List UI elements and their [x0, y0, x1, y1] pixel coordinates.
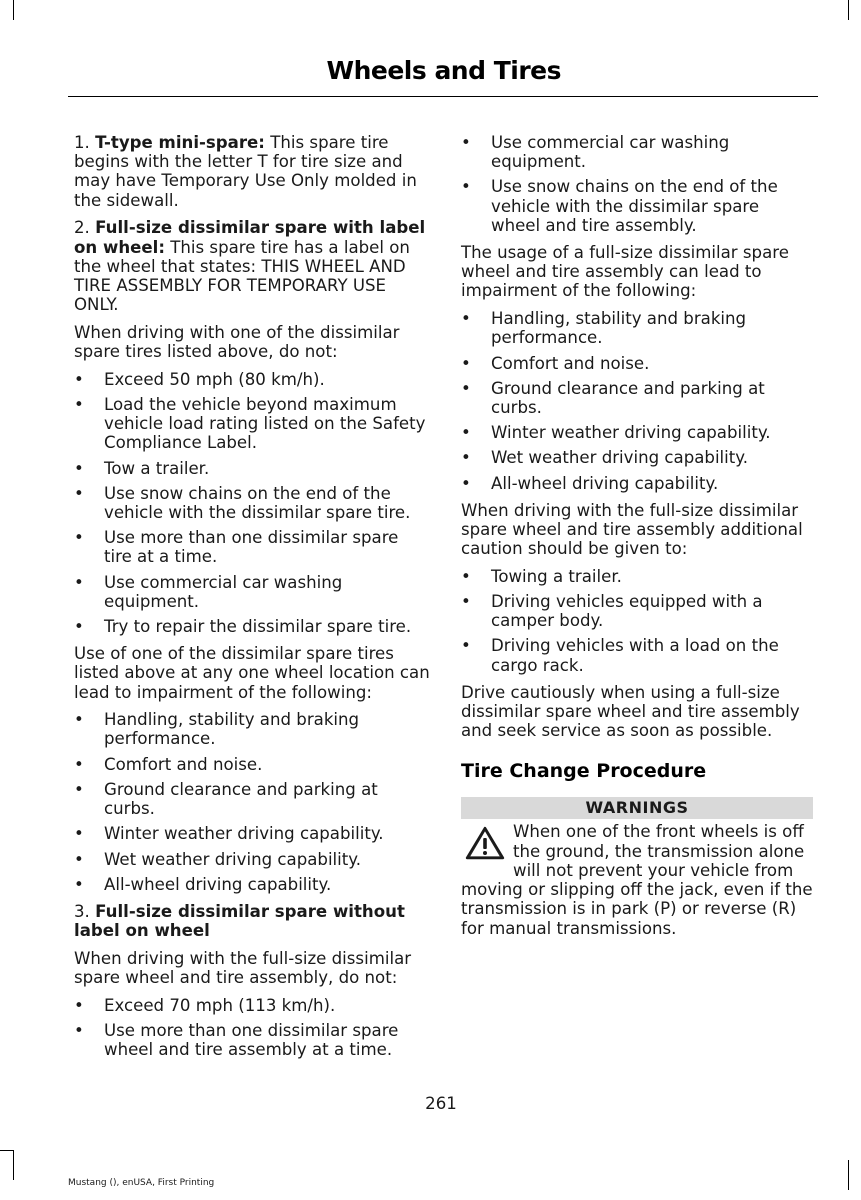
bullet-icon: •: [461, 353, 471, 373]
bullet-icon: •: [74, 1020, 84, 1040]
list-item-text: Comfort and noise.: [491, 353, 650, 373]
list-item: [461, 354, 813, 373]
paragraph-impairment-intro: Use of one of the dissimilar spare tires listed above at any one wheel location can lead to impairment of the following:: [74, 644, 430, 702]
bullet-list: [74, 710, 430, 894]
crop-mark-top-left: [13, 0, 14, 20]
bullet-icon: •: [461, 309, 471, 329]
list-item-text: Towing a trailer.: [491, 566, 622, 586]
paragraph-full-size-do-not: When driving with the full-size dissimilar spare wheel and tire assembly, do not:: [74, 948, 412, 988]
list-item-text: Use commercial car washing equipment.: [104, 572, 343, 611]
list-item: [74, 755, 430, 774]
bullet-icon: •: [74, 779, 84, 799]
list-item-text: Handling, stability and braking performance.: [104, 710, 360, 749]
list-item: [74, 996, 430, 1015]
list-item: [461, 474, 813, 493]
list-item-text: Use snow chains on the end of the vehicle with the dissimilar spare wheel and tire assembly.: [491, 177, 778, 235]
warning-triangle-icon: [465, 826, 505, 860]
bullet-icon: •: [461, 592, 471, 612]
crop-mark-bottom-right: [848, 1160, 849, 1190]
page-number: 261: [425, 1094, 457, 1113]
bullet-icon: •: [461, 566, 471, 586]
bullet-icon: •: [74, 483, 84, 503]
paragraph-t-type: [74, 133, 430, 210]
list-item-text: Ground clearance and parking at curbs.: [491, 378, 765, 417]
bullet-icon: •: [74, 824, 84, 844]
bullet-list: [461, 567, 813, 675]
footer-printing-info: Mustang (), enUSA, First Printing: [68, 1178, 215, 1188]
term-t-type: T-type mini-spare:: [95, 133, 265, 152]
bullet-icon: •: [461, 473, 471, 493]
bullet-icon: •: [74, 369, 84, 389]
list-item: [461, 309, 813, 347]
list-item-text: Exceed 70 mph (113 km/h).: [104, 995, 336, 1015]
paragraph-usage-impairment: The usage of a full-size dissimilar spare wheel and tire assembly can lead to impairment of the following:: [461, 243, 789, 301]
list-item-text: Use more than one dissimilar spare tire at a time.: [104, 528, 399, 567]
list-item: [74, 484, 430, 522]
bullet-icon: •: [74, 616, 84, 636]
page-title: Wheels and Tires: [326, 56, 561, 85]
list-item-text: Wet weather driving capability.: [104, 849, 362, 869]
list-item-text: Load the vehicle beyond maximum vehicle load rating listed on the Safety Compliance Label.: [104, 394, 426, 453]
list-item: [461, 133, 813, 171]
item-number: 2.: [74, 218, 90, 238]
warning-text: When one of the front wheels is off the ground, the transmission alone will not prevent your vehicle from moving or slipping off the jack, even if the transmission is in park (P) or reverse (R) for manual transmissions.: [461, 822, 813, 938]
bullet-icon: •: [461, 448, 471, 468]
list-item: [461, 567, 813, 586]
bullet-list: [74, 370, 430, 636]
list-item-text: Driving vehicles equipped with a camper body.: [491, 592, 763, 631]
bullet-icon: •: [74, 874, 84, 894]
list-item: [74, 850, 430, 869]
paragraph-additional-caution: When driving with the full-size dissimilar spare wheel and tire assembly additional caution should be given to:: [461, 500, 803, 559]
list-item: [74, 780, 430, 818]
paragraph-full-size-no-label: [74, 902, 430, 940]
bullet-icon: •: [461, 636, 471, 656]
list-item-text: Try to repair the dissimilar spare tire.: [104, 616, 412, 636]
list-item: [461, 379, 813, 417]
list-item-text: Winter weather driving capability.: [104, 824, 384, 844]
list-item: [74, 395, 430, 453]
bullet-icon: •: [461, 177, 471, 197]
list-item: [461, 636, 813, 674]
list-item-text: Ground clearance and parking at curbs.: [104, 779, 378, 819]
warnings-header: WARNINGS: [461, 797, 813, 819]
list-item: [74, 370, 430, 389]
bullet-icon: •: [461, 378, 471, 398]
bullet-list: [461, 309, 813, 493]
list-item: [461, 448, 813, 467]
bullet-icon: •: [74, 710, 84, 730]
list-item: [74, 875, 430, 894]
list-item: [74, 617, 430, 636]
paragraph-text: This spare tire begins with the letter T for tire size and may have Temporary Use Only molded in the sidewall.: [74, 133, 417, 210]
list-item-text: Wet weather driving capability.: [491, 448, 749, 468]
list-item-text: Use more than one dissimilar spare wheel and tire assembly at a time.: [104, 1020, 399, 1060]
paragraph-full-size-label: [74, 218, 430, 314]
list-item: [461, 592, 813, 630]
list-item: [461, 423, 813, 442]
term-full-size-no-label: Full-size dissimilar spare without label on wheel: [74, 901, 405, 941]
list-item-text: Comfort and noise.: [104, 754, 263, 774]
list-item-text: Handling, stability and braking performance.: [491, 309, 747, 348]
item-number: 3.: [74, 901, 90, 921]
bullet-icon: •: [74, 528, 84, 548]
paragraph-do-not-intro: When driving with one of the dissimilar spare tires listed above, do not:: [74, 322, 400, 362]
bullet-icon: •: [461, 423, 471, 443]
bullet-list: [461, 133, 813, 235]
paragraph-drive-cautiously: Drive cautiously when using a full-size dissimilar spare wheel and tire assembly and seek service as soon as possible.: [461, 682, 800, 741]
list-item-text: Use snow chains on the end of the vehicle with the dissimilar spare tire.: [104, 483, 411, 522]
warning-block: [461, 822, 813, 937]
list-item-text: Winter weather driving capability.: [491, 423, 771, 443]
bullet-icon: •: [74, 394, 84, 414]
bullet-icon: •: [74, 754, 84, 774]
list-item-text: Driving vehicles with a load on the cargo rack.: [491, 636, 779, 675]
right-column: [461, 133, 813, 938]
list-item: [461, 177, 813, 235]
header-rule: [68, 96, 818, 97]
list-item-text: Tow a trailer.: [104, 458, 210, 478]
section-heading-tire-change: Tire Change Procedure: [461, 760, 707, 783]
list-item: [74, 528, 430, 566]
paragraph-text: This spare tire has a label on the wheel that states: THIS WHEEL AND TIRE ASSEMBLY FOR TEMPORARY USE ONLY.: [74, 237, 410, 315]
bullet-icon: •: [74, 458, 84, 478]
crop-mark-top-right: [848, 0, 849, 20]
list-item-text: All-wheel driving capability.: [491, 473, 719, 493]
bullet-list: [74, 996, 430, 1060]
term-full-size-label: Full-size dissimilar spare with label on wheel:: [74, 218, 426, 257]
crop-mark-bottom-left-h: [0, 1150, 14, 1151]
bullet-icon: •: [461, 133, 471, 152]
list-item: [74, 824, 430, 843]
bullet-icon: •: [74, 995, 84, 1015]
list-item-text: Use commercial car washing equipment.: [491, 133, 730, 172]
list-item-text: All-wheel driving capability.: [104, 874, 332, 894]
bullet-icon: •: [74, 849, 84, 869]
left-column: [74, 133, 430, 1067]
crop-mark-bottom-left: [13, 1150, 14, 1180]
item-number: 1.: [74, 133, 90, 152]
list-item: [74, 459, 430, 478]
list-item: [74, 1021, 430, 1059]
list-item: [74, 573, 430, 611]
list-item: [74, 710, 430, 748]
list-item-text: Exceed 50 mph (80 km/h).: [104, 369, 325, 389]
bullet-icon: •: [74, 572, 84, 592]
